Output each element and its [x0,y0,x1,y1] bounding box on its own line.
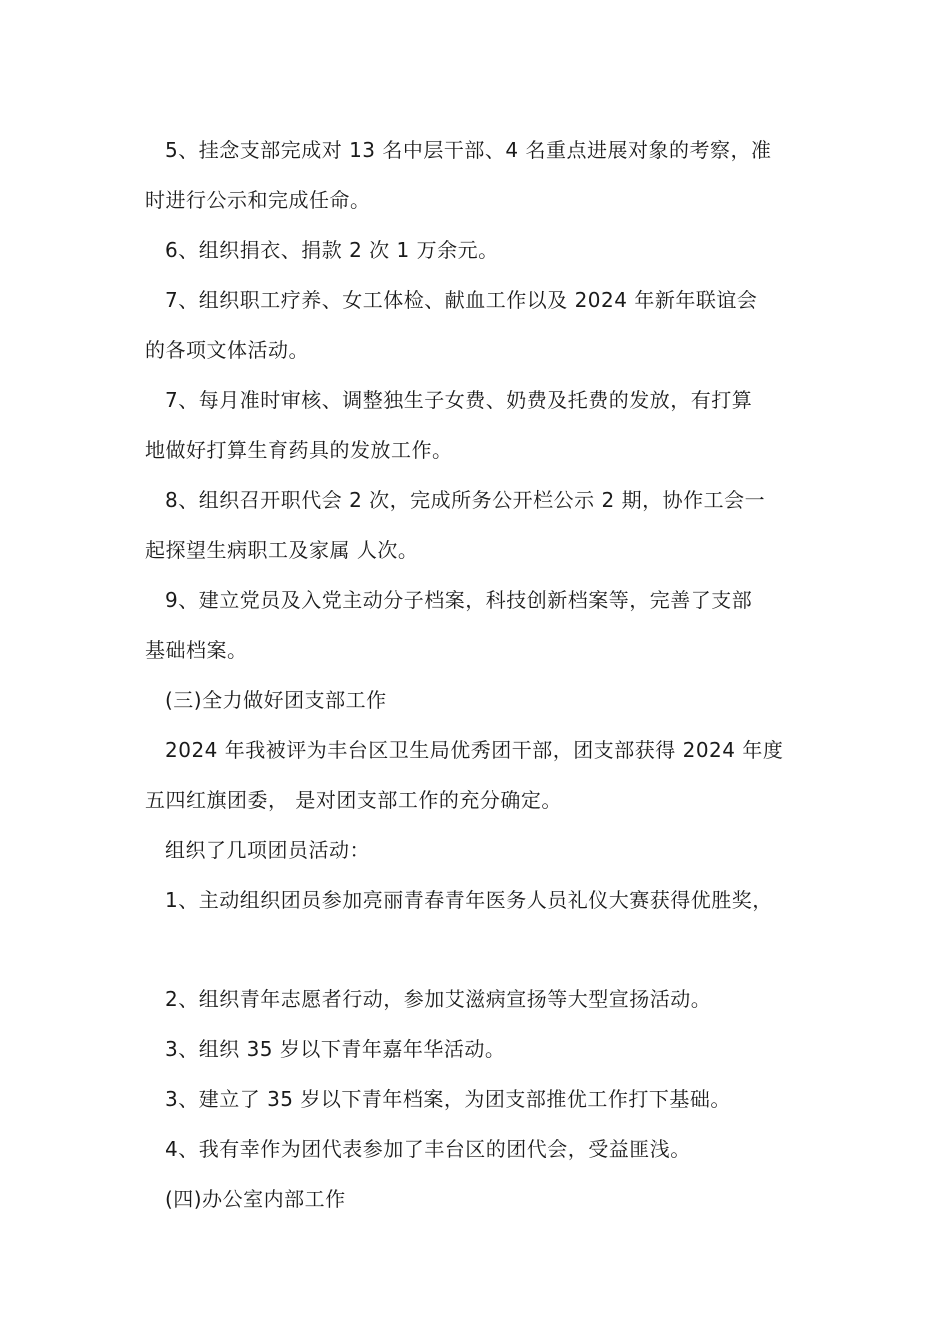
paragraph-line: 7、组织职工疗养、女工体检、献血工作以及 2024 年新年联谊会 [165,288,758,312]
paragraph-line: 3、建立了 35 岁以下青年档案，为团支部推优工作打下基础。 [165,1087,731,1111]
paragraph-line: 五四红旗团委， 是对团支部工作的充分确定。 [145,788,562,812]
section-heading: (三)全力做好团支部工作 [165,688,387,712]
paragraph-line: 9、建立党员及入党主动分子档案，科技创新档案等，完善了支部 [165,588,753,612]
paragraph-line: 7、每月准时审核、调整独生子女费、奶费及托费的发放，有打算 [165,388,753,412]
paragraph-line: 基础档案。 [145,638,248,662]
paragraph-line: 地做好打算生育药具的发放工作。 [145,438,453,462]
paragraph-line: 6、组织捐衣、捐款 2 次 1 万余元。 [165,238,499,262]
paragraph-line: 2、组织青年志愿者行动，参加艾滋病宣扬等大型宣扬活动。 [165,987,712,1011]
paragraph-line: 4、我有幸作为团代表参加了丰台区的团代会，受益匪浅。 [165,1137,691,1161]
paragraph-line: 的各项文体活动。 [145,338,309,362]
paragraph-line: 5、挂念支部完成对 13 名中层干部、4 名重点进展对象的考察，准 [165,138,772,162]
paragraph-line: 2024 年我被评为丰台区卫生局优秀团干部，团支部获得 2024 年度 [165,738,784,762]
paragraph-line: 时进行公示和完成任命。 [145,188,371,212]
paragraph-line: 起探望生病职工及家属 人次。 [145,538,419,562]
paragraph-line: 8、组织召开职代会 2 次，完成所务公开栏公示 2 期，协作工会一 [165,488,766,512]
paragraph-line: 组织了几项团员活动： [165,838,370,862]
paragraph-line: 1、主动组织团员参加亮丽青春青年医务人员礼仪大赛获得优胜奖， [165,888,773,912]
paragraph-line: 3、组织 35 岁以下青年嘉年华活动。 [165,1037,506,1061]
section-heading: (四)办公室内部工作 [165,1187,346,1211]
